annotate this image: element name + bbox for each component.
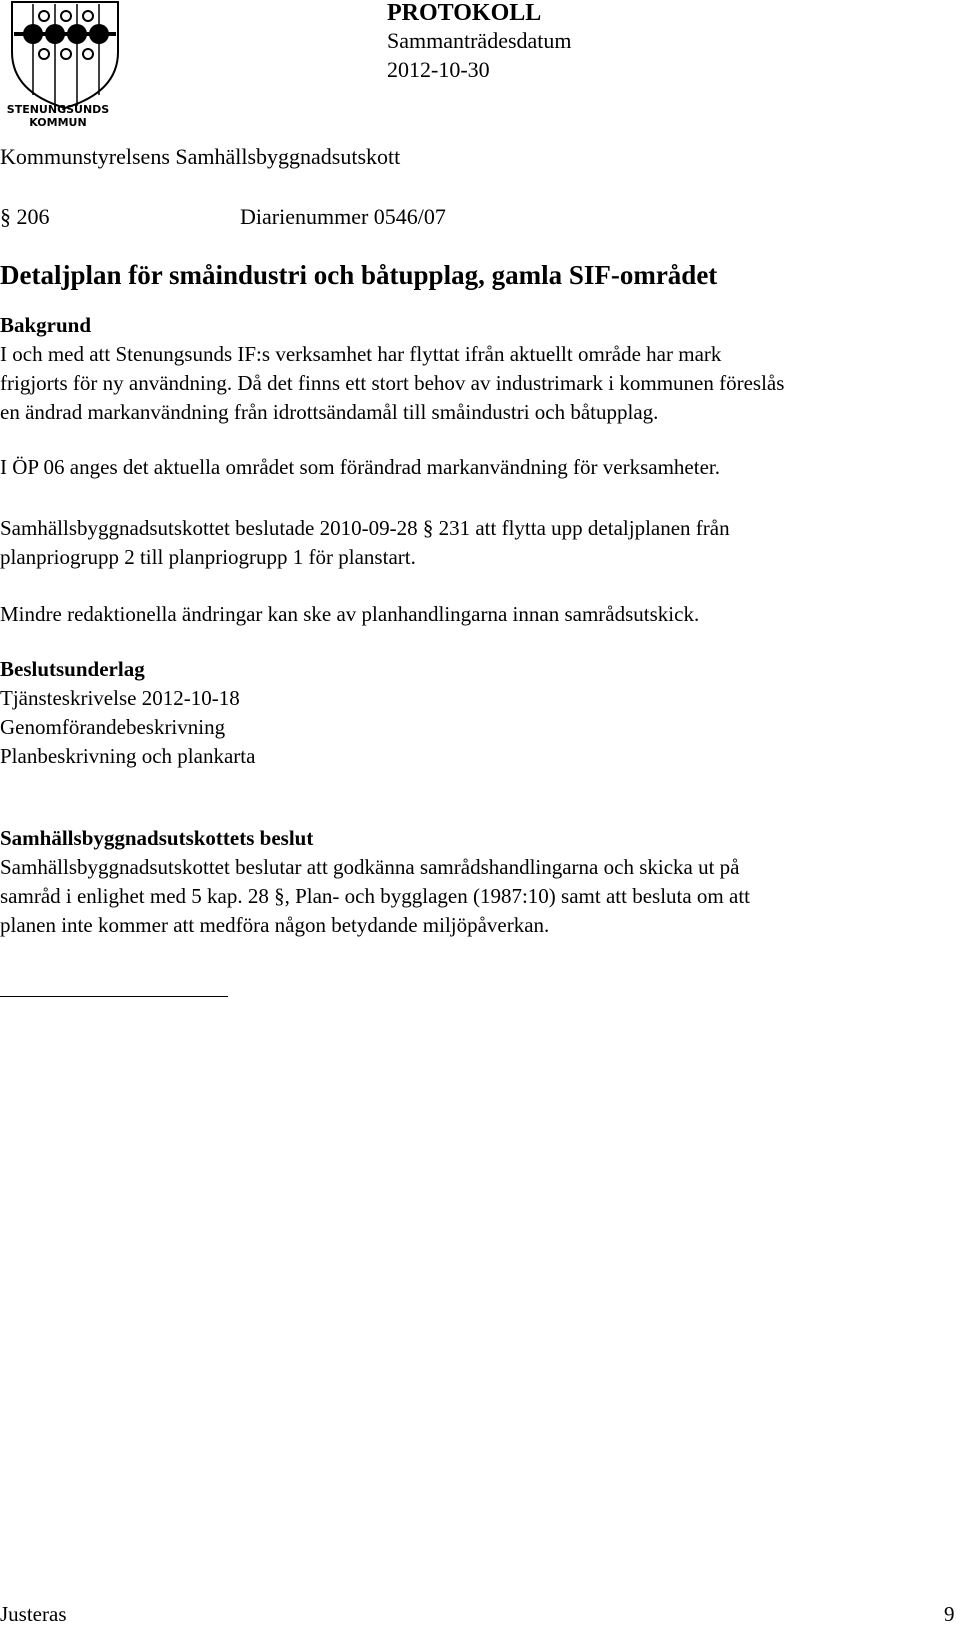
background-heading: Bakgrund xyxy=(0,313,92,337)
meeting-date-label: Sammanträdesdatum xyxy=(387,28,572,53)
section-divider xyxy=(0,996,228,997)
minor-changes-paragraph: Mindre redaktionella ändringar kan ske av planhandlingarna innan samrådsutskick. xyxy=(0,602,700,626)
background-line: I och med att Stenungsunds IF:s verksamhet har flyttat ifrån aktuellt område har mark xyxy=(0,342,722,366)
page-number: 9 xyxy=(944,1602,955,1626)
footer-justeras: Justeras xyxy=(0,1602,67,1626)
decision-basis-heading: Beslutsunderlag xyxy=(0,657,145,681)
decision-2010-line: Samhällsbyggnadsutskottet beslutade 2010-09-28 § 231 att flytta upp detaljplanen från xyxy=(0,516,730,540)
decision-heading: Samhällsbyggnadsutskottets beslut xyxy=(0,826,314,850)
logo-text-line1: STENUNGSUNDS xyxy=(6,103,110,116)
background-section xyxy=(0,311,920,427)
decision-2010-paragraph xyxy=(0,514,920,572)
document-type-title: PROTOKOLL xyxy=(387,0,542,26)
decision-basis-section xyxy=(0,655,920,771)
page-title: Detaljplan för småindustri och båtupplag, gamla SIF-området xyxy=(0,260,718,290)
op-paragraph: I ÖP 06 anges det aktuella området som förändrad markanvändning för verksamheter. xyxy=(0,455,720,479)
decision-line: planen inte kommer att medföra någon betydande miljöpåverkan. xyxy=(0,913,550,937)
municipality-logo xyxy=(0,0,130,132)
decision-basis-item: Tjänsteskrivelse 2012-10-18 xyxy=(0,686,240,710)
background-line: frigjorts för ny användning. Då det finns ett stort behov av industrimark i kommunen föreslås xyxy=(0,371,785,395)
coat-of-arms-icon xyxy=(0,0,130,132)
decision-line: Samhällsbyggnadsutskottet beslutar att godkänna samrådshandlingarna och skicka ut på xyxy=(0,855,740,879)
diary-number: Diarienummer 0546/07 xyxy=(240,204,446,229)
committee-name: Kommunstyrelsens Samhällsbyggnadsutskott xyxy=(0,144,401,169)
background-line: en ändrad markanvändning från idrottsändamål till småindustri och båtupplag. xyxy=(0,400,659,424)
logo-text-line2: KOMMUN xyxy=(29,116,87,129)
decision-section xyxy=(0,824,920,940)
decision-basis-item: Planbeskrivning och plankarta xyxy=(0,744,256,768)
section-number: § 206 xyxy=(0,204,50,229)
decision-line: samråd i enlighet med 5 kap. 28 §, Plan- och bygglagen (1987:10) samt att besluta om att xyxy=(0,884,751,908)
meeting-date: 2012-10-30 xyxy=(387,57,490,82)
decision-basis-item: Genomförandebeskrivning xyxy=(0,715,226,739)
decision-2010-line: planpriogrupp 2 till planpriogrupp 1 för planstart. xyxy=(0,545,416,569)
